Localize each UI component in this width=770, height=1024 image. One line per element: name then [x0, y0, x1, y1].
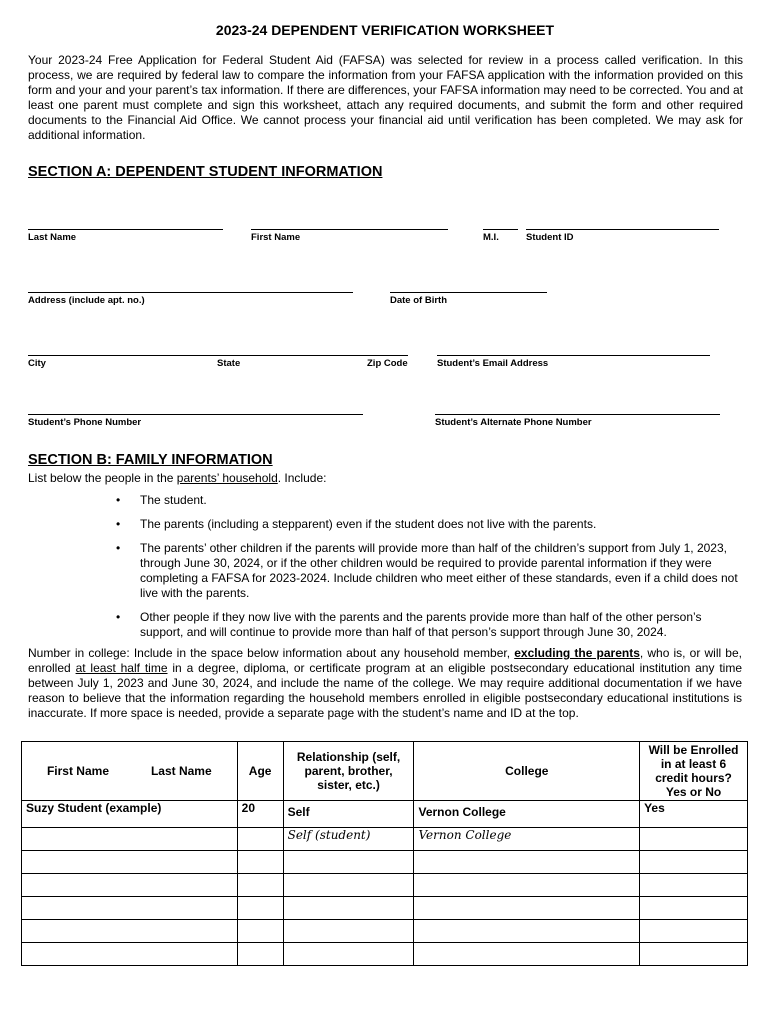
email-label: Student’s Email Address [437, 358, 549, 369]
first-name-field[interactable] [251, 229, 448, 243]
alt-phone-label: Student’s Alternate Phone Number [435, 417, 592, 428]
name-cell[interactable] [22, 828, 238, 851]
college-paragraph [28, 646, 742, 721]
handwritten-relationship: Self (student) [287, 828, 371, 842]
relationship-cell[interactable] [283, 897, 414, 920]
bullet-text: The student. [140, 493, 207, 507]
state-label: State [217, 358, 241, 369]
enrolled-cell[interactable] [640, 920, 748, 943]
last-name-field[interactable] [28, 229, 223, 243]
college-cell[interactable] [414, 828, 640, 851]
section-b-intro [28, 471, 326, 485]
name-cell[interactable] [22, 897, 238, 920]
intro-household: parents’ household [176, 471, 278, 485]
table-row[interactable] [22, 828, 748, 851]
alt-phone-field[interactable] [435, 414, 720, 428]
table-row[interactable] [22, 943, 748, 966]
college-text-3: in a degree, diploma, or certificate program at an eligible postsecondary educational institution any time between July 1, 2023 and June 30, 2024, and include the name of the college. We may require additional documentation if we have reason to believe that the information regarding the household members enrolled in eligible postsecondary educational institutions is inaccurate. If more space is needed, provide a separate page with the student’s name and ID at the top. [28, 661, 743, 720]
relationship-header: Relationship (self, parent, brother, sister, etc.) [283, 742, 414, 801]
example-relationship-cell: Self [283, 801, 414, 828]
bullet-icon: • [116, 541, 121, 555]
household-bullet-list [116, 493, 742, 649]
enrolled-header: Will be Enrolled in at least 6 credit hours? Yes or No [640, 742, 748, 801]
last-name-header: Last Name [150, 764, 212, 778]
college-text-2: , who is, or will be, enrolled [28, 646, 742, 675]
name-cell[interactable] [22, 920, 238, 943]
email-field[interactable] [437, 355, 710, 369]
age-cell[interactable] [237, 920, 283, 943]
college-cell[interactable] [414, 897, 640, 920]
first-name-label: First Name [251, 232, 301, 243]
college-excluding: excluding the parents [514, 646, 640, 660]
intro-post: . Include: [277, 471, 327, 485]
first-name-header: First Name [46, 764, 109, 778]
section-b-heading: SECTION B: FAMILY INFORMATION [28, 452, 273, 468]
name-cell[interactable] [22, 874, 238, 897]
college-cell[interactable] [414, 851, 640, 874]
enrolled-cell[interactable] [640, 874, 748, 897]
intro-pre: List below the people in the [28, 471, 177, 485]
dob-label: Date of Birth [390, 295, 447, 306]
example-age-cell: 20 [237, 801, 283, 828]
table-row[interactable] [22, 920, 748, 943]
section-a-heading: SECTION A: DEPENDENT STUDENT INFORMATION [28, 164, 383, 180]
age-cell[interactable] [237, 828, 283, 851]
student-id-field[interactable] [526, 229, 719, 243]
table-header-row [22, 742, 748, 801]
example-college-cell: Vernon College [414, 801, 640, 828]
college-cell[interactable] [414, 874, 640, 897]
enrolled-cell[interactable] [640, 851, 748, 874]
relationship-cell[interactable] [283, 828, 414, 851]
table-row[interactable] [22, 897, 748, 920]
relationship-cell[interactable] [283, 851, 414, 874]
student-id-label: Student ID [526, 232, 574, 243]
bullet-text: Other people if they now live with the parents and the parents provide more than half of the other person’s support, and will continue to provide more than half of that person’s support through June 30, 2024. [140, 610, 702, 639]
household-table [21, 741, 748, 966]
age-cell[interactable] [237, 874, 283, 897]
college-header: College [414, 742, 640, 801]
city-state-zip-field[interactable] [28, 355, 408, 356]
age-header: Age [237, 742, 283, 801]
enrolled-cell[interactable] [640, 897, 748, 920]
city-label: City [28, 358, 46, 369]
mi-field[interactable] [483, 229, 518, 243]
college-cell[interactable] [414, 920, 640, 943]
address-field[interactable] [28, 292, 353, 306]
bullet-item [116, 610, 742, 640]
example-name-cell: Suzy Student (example) [22, 801, 238, 828]
college-cell[interactable] [414, 943, 640, 966]
age-cell[interactable] [237, 943, 283, 966]
dob-field[interactable] [390, 292, 547, 306]
name-cell[interactable] [22, 943, 238, 966]
relationship-cell[interactable] [283, 920, 414, 943]
mi-label: M.I. [483, 232, 499, 243]
bullet-icon: • [116, 517, 121, 531]
handwritten-college: Vernon College [418, 828, 512, 842]
college-half-time: at least half time [75, 661, 168, 675]
relationship-cell[interactable] [283, 943, 414, 966]
bullet-text: The parents (including a stepparent) even if the student does not live with the parents. [140, 517, 597, 531]
table-row[interactable] [22, 874, 748, 897]
example-enrolled-cell: Yes [640, 801, 748, 828]
zip-label: Zip Code [367, 358, 408, 369]
bullet-text: The parents’ other children if the parents will provide more than half of the children’s support from July 1, 2023, through June 30, 2024, or if the other children would be required to provide parental information if they were completing a FAFSA for 2023-2024. Include children who meet either of these standards, even if a child does not live with the parents. [140, 541, 738, 600]
bullet-icon: • [116, 493, 121, 507]
relationship-cell[interactable] [283, 874, 414, 897]
enrolled-cell[interactable] [640, 828, 748, 851]
bullet-item [116, 517, 742, 532]
page-title: 2023-24 DEPENDENT VERIFICATION WORKSHEET [215, 22, 555, 38]
table-row [22, 801, 748, 828]
table-row[interactable] [22, 851, 748, 874]
name-cell[interactable] [22, 851, 238, 874]
phone-label: Student’s Phone Number [28, 417, 142, 428]
bullet-item [116, 493, 742, 508]
bullet-item [116, 541, 742, 601]
college-text-1: Number in college: Include in the space below information about any household member, [28, 646, 515, 660]
phone-field[interactable] [28, 414, 363, 428]
last-name-label: Last Name [28, 232, 77, 243]
age-cell[interactable] [237, 851, 283, 874]
enrolled-cell[interactable] [640, 943, 748, 966]
intro-paragraph: Your 2023-24 Free Application for Federal Student Aid (FAFSA) was selected for review in a process called verification. In this process, we are required by federal law to compare the information from your FAFSA application with the information provided on this form and your and your parent’s tax information. If there are differences, your FAFSA information may need to be corrected. You and at least one parent must complete and sign this worksheet, attach any required documents, and submit the form and other required documents to the Financial Aid Office. We cannot process your financial aid until verification has been completed. We may ask for additional information. [28, 53, 743, 142]
age-cell[interactable] [237, 897, 283, 920]
address-label: Address (include apt. no.) [28, 295, 145, 306]
col-name-header [22, 742, 238, 801]
bullet-icon: • [116, 610, 121, 624]
